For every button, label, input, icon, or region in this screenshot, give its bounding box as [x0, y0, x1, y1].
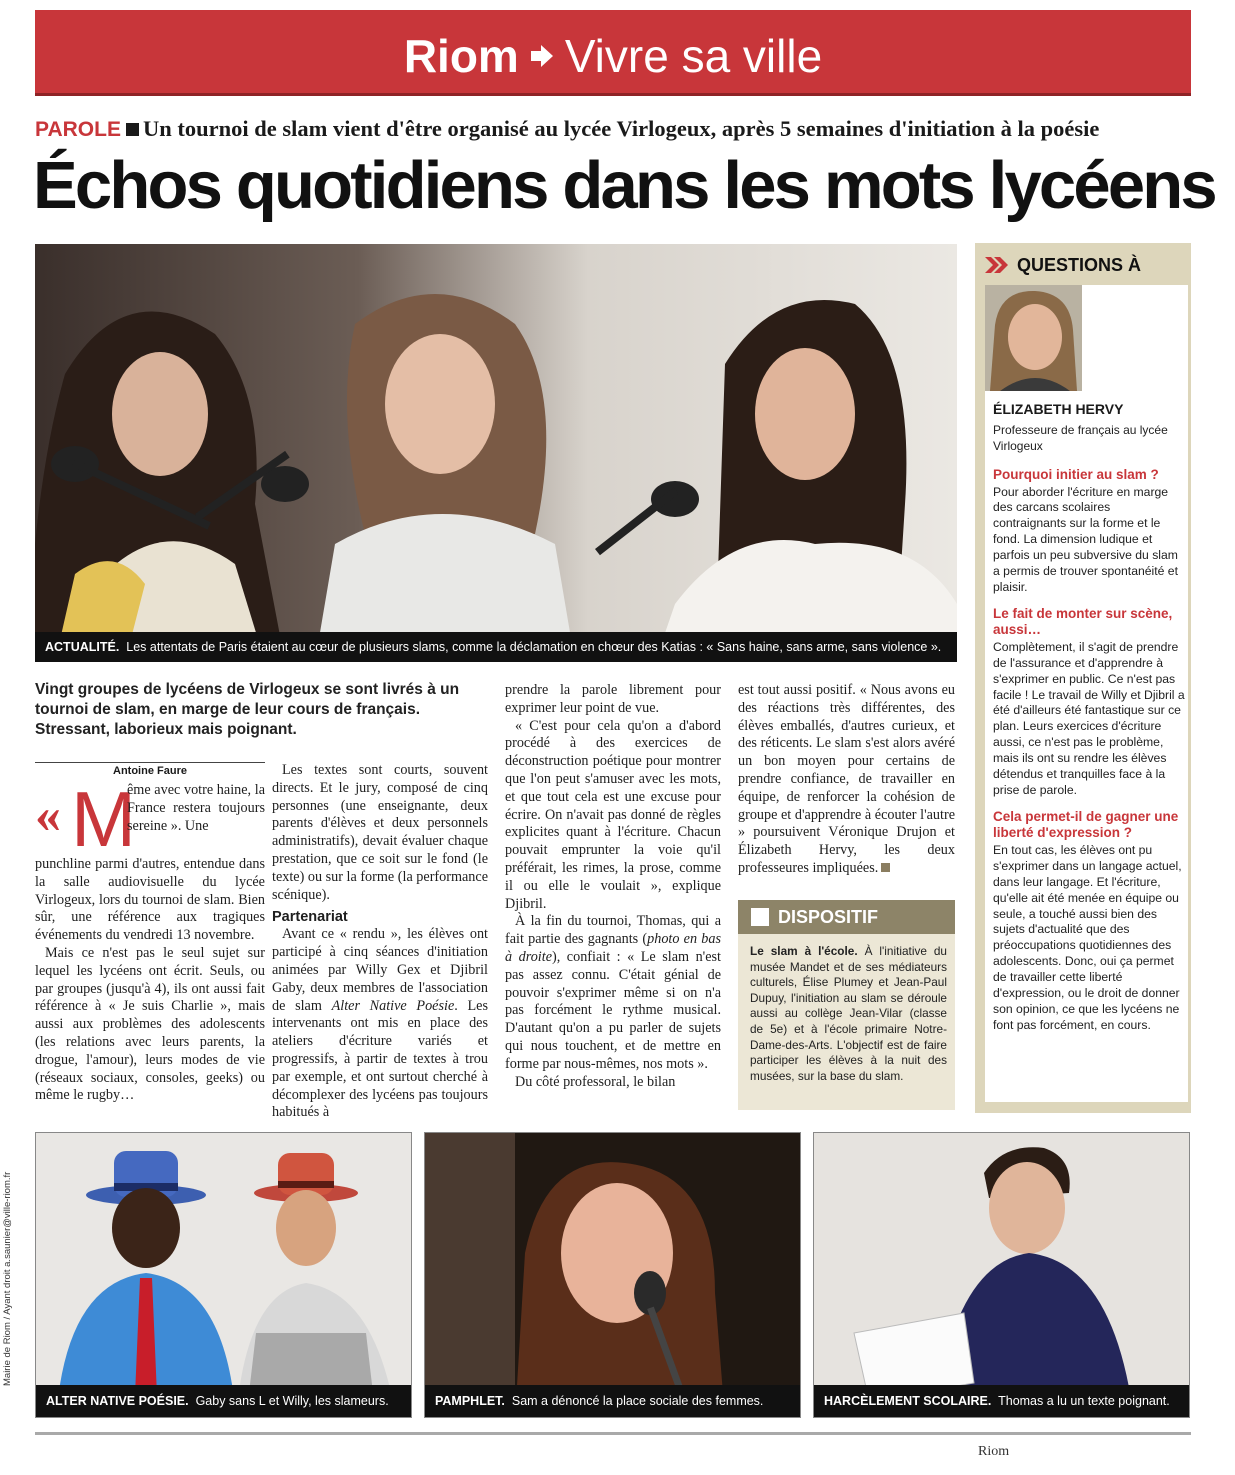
article-column-1 — [35, 775, 265, 1105]
paragraph: « C'est pour cela qu'on a d'abord procédé à des exercices de déconstruction poétique pour montrer que l'on peut s'amuser avec les mots, et que tout cela est une excuse pour écrire. On n'avait pas donné de règles explicites quant à l'écriture. Chacun pouvait emprunter la voie qu'il préférait, les rimes, la prose, comme il ou elle le voulait », explique Djibril. — [505, 717, 721, 912]
article-lead: Vingt groupes de lycéens de Virlogeux se sont livrés à un tournoi de slam, en marge de leur cours de français. Stressant, laborieux mais poignant. — [35, 681, 460, 738]
paragraph: punchline parmi d'autres, entendue dans la salle audiovisuelle du lycée Virlogeux, lors du tournoi de slam. Bien sûr, une référence aux tragiques événements du vendredi 13 novembre. — [35, 856, 265, 944]
caption-text: Sam a dénoncé la place sociale des femmes. — [511, 1394, 764, 1408]
end-mark-icon — [881, 863, 890, 872]
text-run: Avant ce « rendu », les élèves ont participé à cinq séances d'initiation animées par Willy Gex et Djibril Gaby, deux membres de l'association de slam — [272, 926, 488, 1014]
bottom-photo-pamphlet — [424, 1132, 801, 1418]
caption-label: HARCÈLEMENT SCOLAIRE. — [824, 1394, 992, 1408]
photo-caption — [425, 1385, 800, 1417]
kicker — [35, 115, 1195, 144]
caption-text: Gaby sans L et Willy, les slameurs. — [195, 1394, 389, 1408]
dispositif-header — [738, 900, 955, 934]
dropcap-letter: M — [71, 775, 136, 863]
dispositif-box — [738, 900, 955, 1110]
article-column-3 — [505, 682, 721, 1091]
photo-caption — [36, 1385, 411, 1417]
article-column-4 — [738, 682, 955, 878]
interviewee-role: Professeure de français au lycée Virlogeux — [993, 423, 1168, 453]
italic-run: Alter Native Poésie — [331, 997, 455, 1014]
square-icon — [751, 908, 769, 926]
section-banner — [35, 10, 1191, 96]
dropcap-text: ême avec votre haine, la France restera toujours sereine ». Une — [127, 782, 265, 834]
italic-run: photo en bas à droite — [505, 931, 721, 965]
paragraph: prendre la parole librement pour exprimer leur point de vue. — [505, 682, 721, 716]
paragraph: Mais ce n'est pas le seul sujet sur lequel les lycéens ont écrit. Seuls, ou par groupes (jusqu'à 4), ils ont aussi fait référence à « Je suis Charlie », mais aussi aux problèmes des adolescents (les relations avec leurs parents, la drogue, l'amour), leurs modes de vie (réseaux sociaux, consoles, geeks) ou même le rugby… — [35, 944, 265, 1104]
paragraph: Du côté professoral, le bilan — [515, 1073, 676, 1090]
kicker-label: PAROLE — [35, 118, 121, 141]
text-run: ), confiait : « Le slam n'est pas assez connu. C'était génial de pouvoir s'exprimer même si on n'a pas forcément le rythme musical. D'autant qu'on a pu parler de sujets qui nous touchent, et de mettre en forme par nous-mêmes, nos mots ». — [505, 948, 721, 1072]
text-run: À la fin du tournoi, Thomas, qui a fait partie des gagnants ( — [505, 913, 721, 948]
caption-text: Les attentats de Paris étaient au cœur de plusieurs slams, comme la déclamation en chœur des Katias : « Sans haine, sans arme, sans violence ». — [126, 640, 942, 654]
kicker-text: Un tournoi de slam vient d'être organisé au lycée Virlogeux, après 5 semaines d'initiation à la poésie — [142, 116, 1100, 141]
text-run: est tout aussi positif. « Nous avons eu des réactions très différentes, des élèves emballés, d'autres curieux, et des réticents. Le slam s'est alors avéré un bon moyen pour certains de prendre confiance, de travailler en équipe, de renforcer la cohésion de groupe et d'apprendre à écouter l'autre » poursuivent Véronique Drujon et Élizabeth Hervy, les deux professeures impliquées. — [738, 682, 955, 876]
bottom-photo-thomas — [813, 1132, 1190, 1418]
questions-header — [985, 251, 1141, 279]
paragraph: Les textes sont courts, souvent directs. Et le jury, composé de cinq personnes (une enseignante, deux parents d'élèves et deux personnels administratifs), devait évaluer chaque prestation, que ce soit sur le fond (le texte) ou sur la forme (la performance scénique). — [272, 762, 488, 903]
text-run: . Les intervenants ont mis en place des ateliers d'écriture variés et progressifs, à partir de textes à trou par exemple, et ont surtout cherché à décomplexer des lycéens pas toujours habitués à — [272, 997, 488, 1121]
caption-label: PAMPHLET. — [435, 1394, 505, 1408]
arrow-right-icon — [985, 255, 1009, 275]
banner-city: Riom — [403, 30, 519, 82]
dispositif-text: À l'initiative du musée Mandet et de ses médiateurs culturels, Élise Plumey et Jean-Paul Dupuy, l'initiation au slam se déroule aussi au collège Jean-Vilar (classe de 5e) et à l'école primaire Notre-Dame-des-Arts. L'objectif est de faire participer les élèves à la nuit des musées, sur la base du slam. — [750, 944, 947, 1083]
bottom-photo-slameurs — [35, 1132, 412, 1418]
main-photo-caption — [35, 632, 957, 662]
portrait-photo — [985, 285, 1082, 391]
dispositif-body — [738, 934, 955, 1084]
interview-answer: Complètement, il s'agit de prendre de l'assurance et d'apprendre à s'exprimer en public. Ce n'est pas facile ! Le travail de Willy et Djibril a été d'ailleurs été fantastique sur ce plan. Leurs exercices d'écriture aussi, ce n'est pas le problème, mais ils ont su rendre les élèves détendus et tranquilles face à la prise de parole. — [993, 639, 1185, 797]
interview-question: Le fait de monter sur scène, aussi… — [993, 605, 1173, 638]
subhead: Partenariat — [272, 909, 348, 926]
interview-question: Pourquoi initier au slam ? — [993, 467, 1159, 482]
questions-sidebar — [975, 243, 1191, 1113]
caption-label: ALTER NATIVE POÉSIE. — [46, 1394, 189, 1408]
paragraph — [738, 682, 955, 878]
opening-quote: « — [35, 787, 61, 844]
dispositif-title: DISPOSITIF — [778, 907, 879, 927]
arrow-right-icon — [529, 43, 555, 69]
photo-credit — [2, 1172, 16, 1387]
caption-text: Thomas a lu un texte poignant. — [998, 1394, 1170, 1408]
interviewee-name: ÉLIZABETH HERVY — [993, 401, 1124, 417]
interview-answer: En tout cas, les élèves ont pu s'exprimer dans un langage actuel, dans leur langage. Et l'écriture, qu'elle ait été menée en équipe ou seule, a touché aussi bien des sujets d'actualité que des préoccupations quotidiennes des adolescents. Donc, oui ça permet de travailler cette liberté d'expression, ou le droit de donner son opinion, ce que les lycéens ne font pas forcément, en cours. — [993, 842, 1182, 1032]
paragraph — [505, 913, 721, 1073]
interview-answer: Pour aborder l'écriture en marge des carcans scolaires contraignants sur la forme et le fond. La dimension ludique et parfois un peu subversive du slam a permis de trouver spontanéité et plaisir. — [993, 484, 1178, 594]
caption-label: ACTUALITÉ. — [45, 640, 120, 654]
article-author: Antoine Faure — [113, 765, 187, 777]
paragraph — [272, 926, 488, 1122]
byline-divider — [35, 762, 265, 763]
interview-text — [993, 467, 1185, 1034]
credit-text: Mairie de Riom / Ayant droit a.saunier@ville-riom.fr — [2, 1172, 13, 1387]
main-photo — [35, 244, 957, 662]
questions-panel — [985, 285, 1188, 1102]
dispositif-lead: Le slam à l'école. — [750, 944, 858, 958]
footer-divider — [35, 1432, 1191, 1435]
headline: Échos quotidiens dans les mots lycéens — [33, 148, 1215, 223]
dropcap-block — [35, 775, 265, 863]
footer-city: Riom — [978, 1444, 1010, 1459]
photo-caption — [814, 1385, 1189, 1417]
square-bullet-icon — [126, 123, 139, 136]
banner-section: Vivre sa ville — [564, 30, 823, 82]
questions-title: QUESTIONS À — [1017, 255, 1142, 275]
interview-question: Cela permet-il de gagner une liberté d'expression ? — [993, 808, 1179, 841]
article-column-2 — [272, 762, 488, 1122]
